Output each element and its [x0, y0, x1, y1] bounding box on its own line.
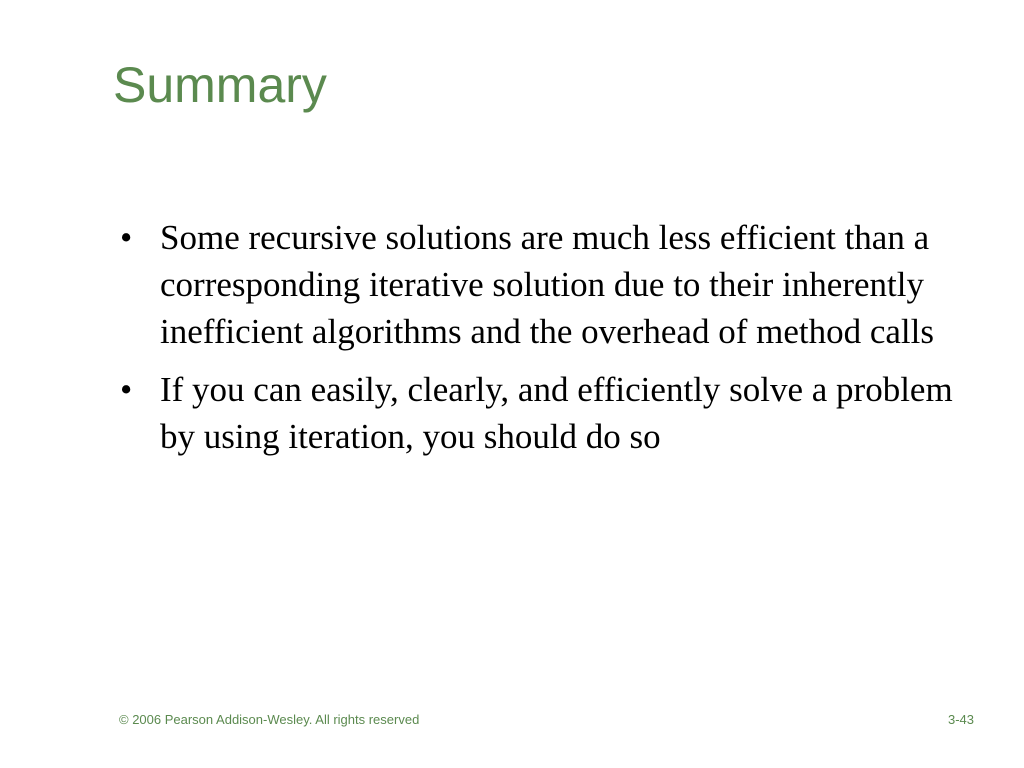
slide-title: Summary: [113, 57, 327, 113]
footer-copyright: © 2006 Pearson Addison-Wesley. All rights reserved: [119, 712, 420, 727]
bullet-text: Some recursive solutions are much less efficient than a corresponding iterative solution due to their inherently inefficient algorithms and the overhead of method calls: [160, 218, 934, 351]
bullet-icon: •: [120, 218, 133, 257]
bullet-list: [120, 214, 990, 471]
page-number: 3-43: [947, 712, 974, 727]
bullet-icon: •: [120, 370, 133, 409]
bullet-item: [120, 366, 990, 460]
bullet-item: [120, 214, 990, 355]
bullet-text: If you can easily, clearly, and efficiently solve a problem by using iteration, you should do so: [160, 370, 953, 456]
